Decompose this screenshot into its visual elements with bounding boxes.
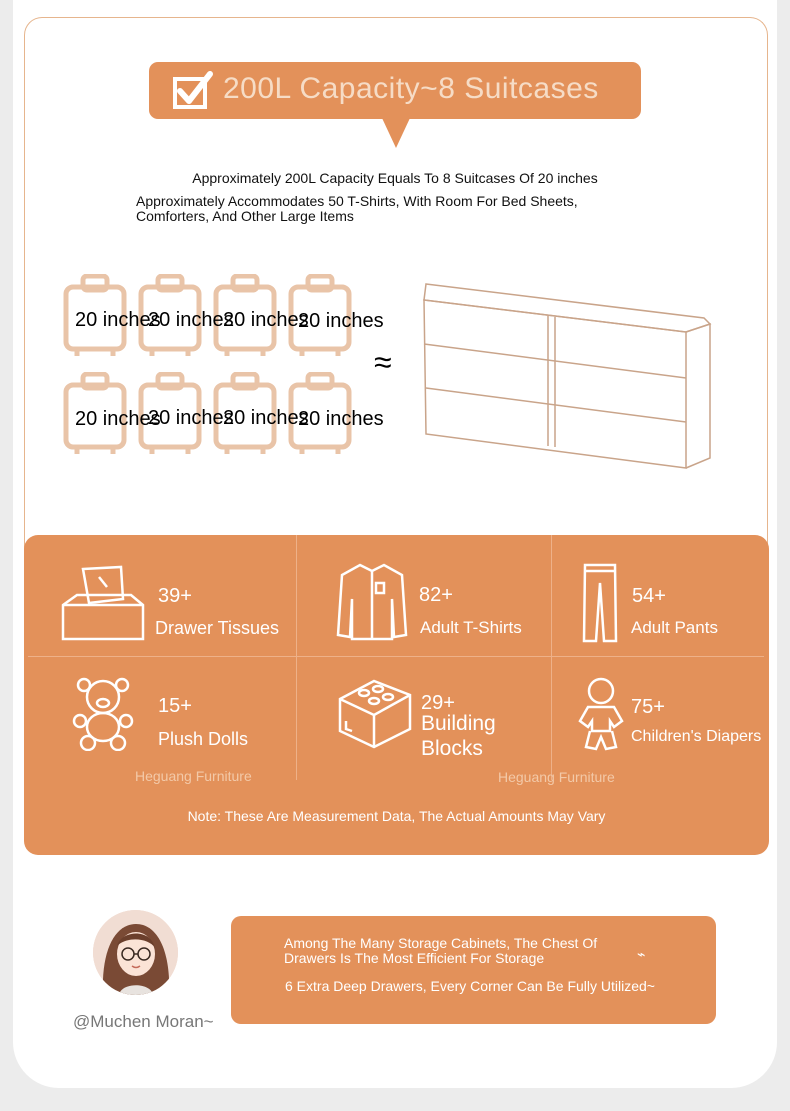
approx-symbol: ≈ — [374, 344, 392, 380]
suitcase-size-label: 20 inches — [223, 407, 309, 429]
capacity-banner — [149, 62, 641, 119]
checkbox-checked-icon — [171, 71, 213, 111]
watermark: Heguang Furniture — [135, 768, 252, 784]
grid-divider — [551, 535, 552, 780]
banner-title: 200L Capacity~8 Suitcases — [223, 72, 599, 105]
item-count: 82+ — [419, 584, 453, 606]
measurement-note: Note: These Are Measurement Data, The Actual Amounts May Vary — [187, 808, 606, 824]
quote-text: Among The Many Storage Cabinets, The Chest Of Drawers Is The Most Efficient For Storage — [284, 935, 598, 966]
avatar-illustration — [93, 910, 178, 995]
item-count: 29+ — [421, 692, 455, 714]
capacity-description: Approximately Accommodates 50 T-Shirts, With Room For Bed Sheets, Comforters, And Other Large Items — [136, 193, 578, 224]
pants-icon — [582, 563, 618, 643]
item-label: Building Blocks — [421, 712, 496, 760]
baby-icon — [576, 677, 626, 751]
suitcase-size-label: 20 inches — [148, 309, 234, 331]
item-count: 75+ — [631, 696, 665, 718]
item-label: Plush Dolls — [158, 729, 249, 749]
storage-capacity-panel — [24, 535, 769, 855]
avatar — [93, 910, 178, 995]
building-block-icon — [338, 677, 412, 749]
grid-divider — [296, 535, 297, 780]
suitcase-size-label: 20 inches — [75, 408, 161, 430]
item-label: Children's Diapers — [631, 728, 762, 745]
suitcase-size-label: 20 inches — [75, 309, 161, 331]
item-count: 39+ — [158, 585, 192, 607]
author-handle: @Muchen Moran~ — [73, 1012, 214, 1031]
item-count: 15+ — [158, 695, 192, 717]
suitcase-size-label: 20 inches — [298, 408, 384, 430]
quote-text: 6 Extra Deep Drawers, Every Corner Can Be Fully Utilized~ — [285, 978, 655, 994]
tissue-box-icon — [61, 565, 147, 641]
banner-pointer — [382, 118, 410, 148]
grid-divider — [28, 656, 764, 657]
watermark: Heguang Furniture — [498, 769, 615, 785]
capacity-subtitle: Approximately 200L Capacity Equals To 8 Suitcases Of 20 inches — [192, 170, 598, 186]
suitcase-size-label: 20 inches — [148, 407, 234, 429]
item-label: Adult T-Shirts — [420, 618, 522, 637]
shirt-icon — [336, 563, 408, 641]
item-label: Adult Pants — [631, 618, 718, 637]
suitcase-size-label: 20 inches — [298, 310, 384, 332]
dresser-illustration — [418, 282, 716, 472]
squiggle-icon: ⌁ — [637, 946, 646, 962]
quote-bubble — [231, 916, 716, 1024]
item-count: 54+ — [632, 585, 666, 607]
teddy-bear-icon — [72, 677, 134, 751]
suitcase-size-label: 20 inches — [223, 309, 309, 331]
item-label: Drawer Tissues — [155, 618, 280, 638]
